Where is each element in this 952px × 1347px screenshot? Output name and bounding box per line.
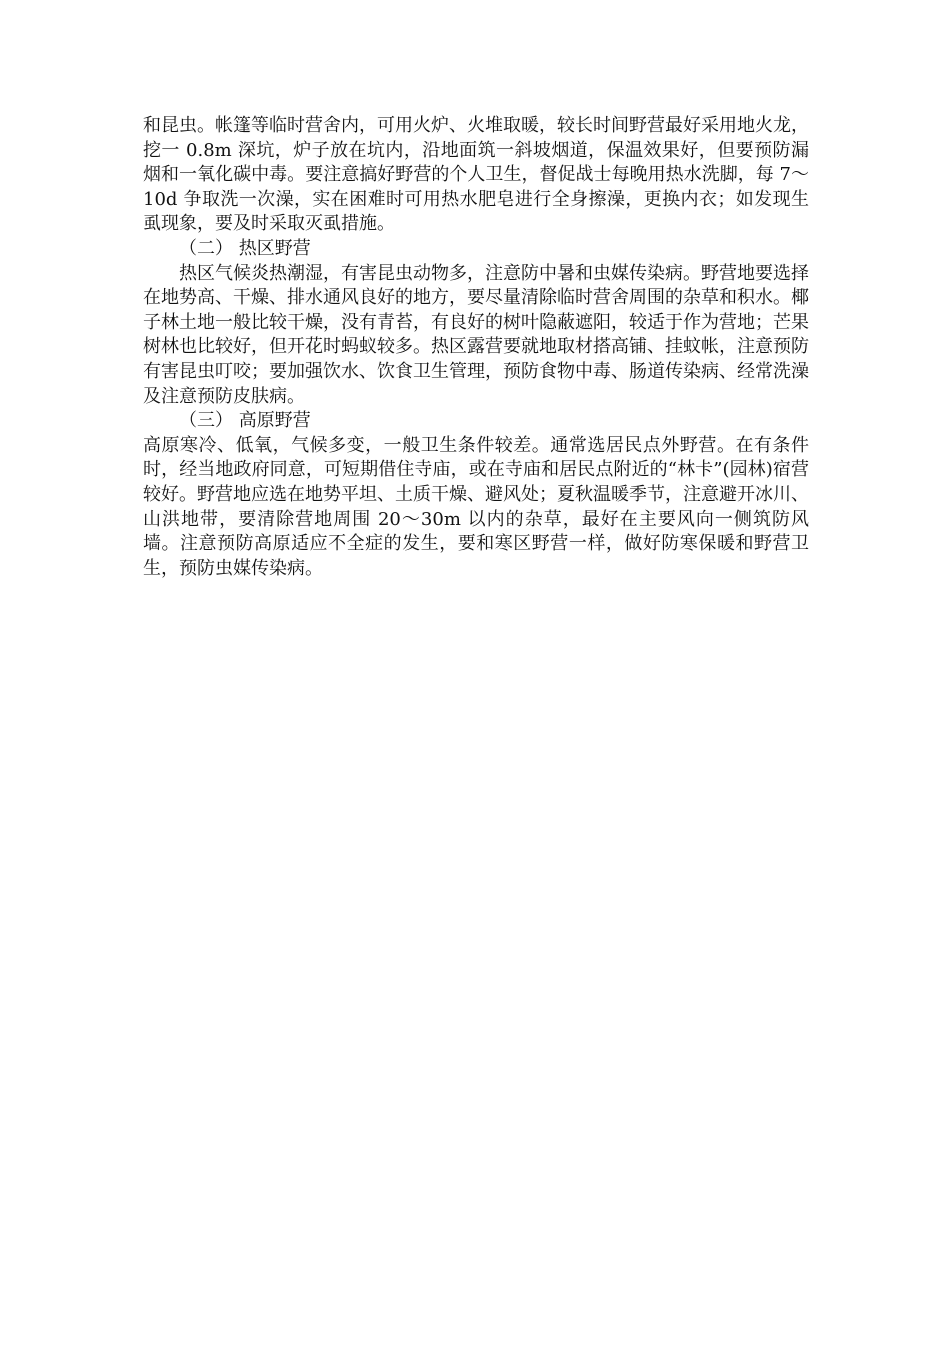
- section-heading-plateau-camp: （三） 高原野营: [179, 410, 311, 432]
- paragraph-cold-camp-hygiene: 和昆虫。帐篷等临时营舍内，可用火炉、火堆取暖，较长时间野营最好采用地火龙，挖一 0.8m 深坑，炉子放在坑内，沿地面筑一斜坡烟道，保温效果好，但要预防漏烟和一氧化碳中毒。要注意搞好野营的个人卫生，督促战士每晚用热水洗脚，每 7～10d 争取洗一次澡，实在困难时可用热水肥皂进行全身擦澡，更换内衣；如发现生虱现象，要及时采取灭虱措施。: [143, 115, 809, 235]
- section-heading-tropical-camp: （二） 热区野营: [179, 237, 311, 259]
- document-page: [143, 114, 809, 581]
- paragraph-tropical-camp: 热区气候炎热潮湿，有害昆虫动物多，注意防中暑和虫媒传染病。野营地要选择在地势高、干燥、排水通风良好的地方，要尽量清除临时营舍周围的杂草和积水。椰子林土地一般比较干燥，没有青苔，有良好的树叶隐蔽遮阳，较适于作为营地；芒果树林也比较好，但开花时蚂蚁较多。热区露营要就地取材搭高铺、挂蚊帐，注意预防有害昆虫叮咬；要加强饮水、饮食卫生管理，预防食物中毒、肠道传染病、经常洗澡及注意预防皮肤病。: [143, 262, 809, 407]
- paragraph-plateau-camp: 高原寒冷、低氧，气候多变，一般卫生条件较差。通常选居民点外野营。在有条件时，经当地政府同意，可短期借住寺庙，或在寺庙和居民点附近的“林卡”(园林)宿营较好。野营地应选在地势平坦、土质干燥、避风处；夏秋温暖季节，注意避开冰川、山洪地带，要清除营地周围 20～30m 以内的杂草，最好在主要风向一侧筑防风墙。注意预防高原适应不全症的发生，要和寒区野营一样，做好防寒保暖和野营卫生，预防虫媒传染病。: [143, 434, 809, 579]
